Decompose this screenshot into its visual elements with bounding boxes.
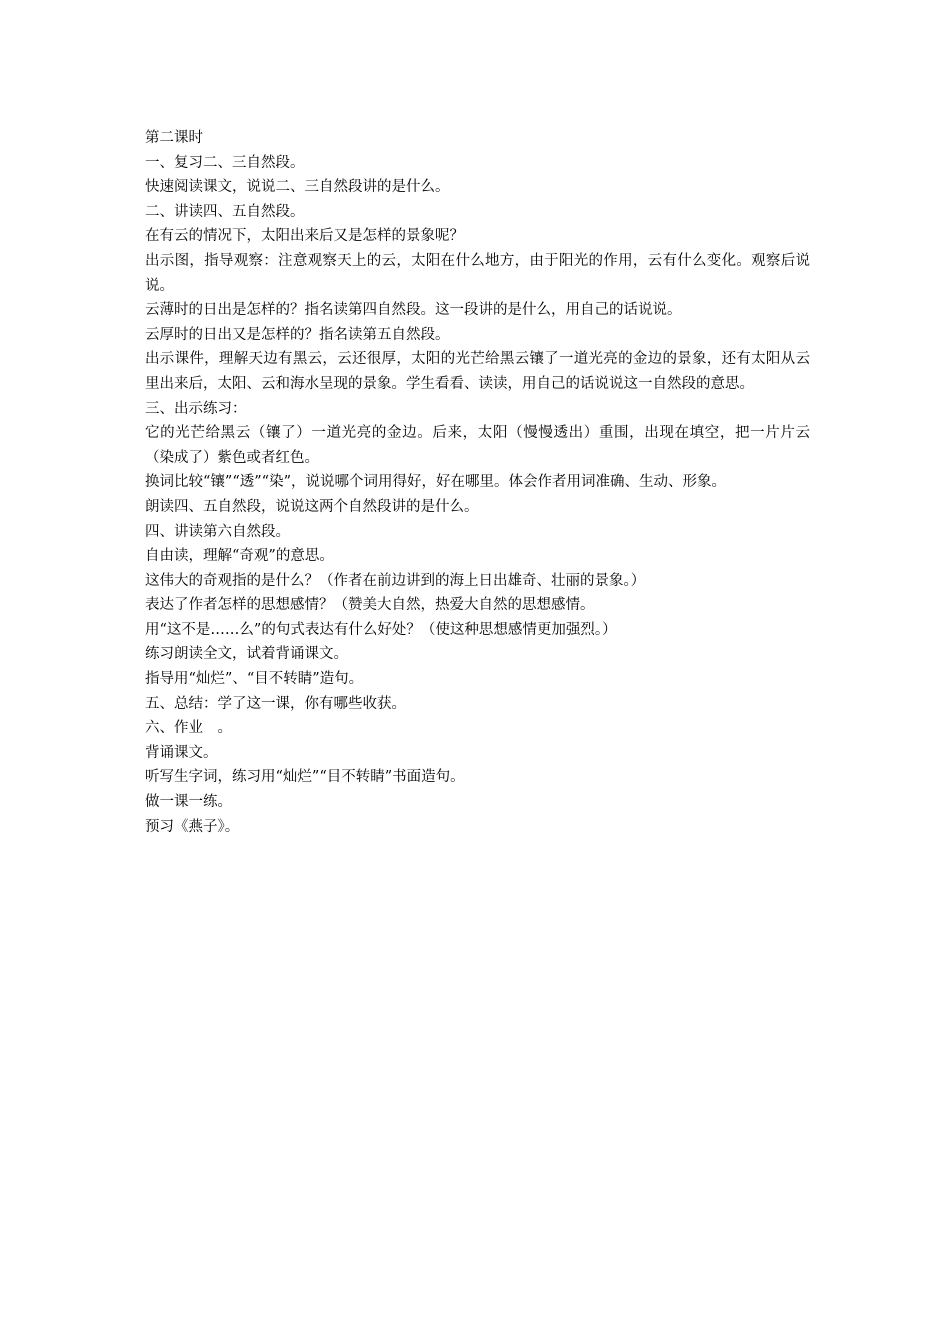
- paragraph: 这伟大的奇观指的是什么？（作者在前边讲到的海上日出雄奇、壮丽的景象。）: [145, 572, 646, 589]
- paragraph: 练习朗读全文，试着背诵课文。: [145, 646, 348, 663]
- paragraph: 表达了作者怎样的思想感情？（赞美大自然，热爱大自然的思想感情。: [145, 597, 595, 614]
- paragraph: 云厚时的日出又是怎样的？指名读第五自然段。: [145, 326, 450, 343]
- document-body: [145, 126, 810, 839]
- paragraph: 用“这不是……么”的句式表达有什么好处？（使这种思想感情更加强烈。）: [145, 621, 617, 638]
- paragraph: 换词比较“镶”“透”“染”，说说哪个词用得好，好在哪里。体会作者用词准确、生动、形象。: [145, 474, 726, 491]
- paragraph: 快速阅读课文，说说二、三自然段讲的是什么。: [145, 179, 450, 196]
- paragraph: 云薄时的日出是怎样的？指名读第四自然段。这一段讲的是什么，用自己的话说说。: [145, 302, 682, 319]
- paragraph: 出示课件，理解天边有黑云，云还很厚，太阳的光芒给黑云镶了一道光亮的金边的景象，还有太阳从云里出来后，太阳、云和海水呈现的景象。学生看看、读读，用自己的话说说这一自然段的意思。: [145, 351, 810, 392]
- homework-item: 背诵课文。: [145, 744, 218, 761]
- paragraph: 自由读，理解“奇观”的意思。: [145, 548, 334, 565]
- section-6-heading: 六、作业 。: [145, 720, 232, 737]
- paragraph: 朗读四、五自然段，说说这两个自然段讲的是什么。: [145, 498, 479, 515]
- section-3-heading: 三、出示练习：: [145, 400, 247, 417]
- paragraph: 在有云的情况下，太阳出来后又是怎样的景象呢？: [145, 228, 464, 245]
- section-5-heading: 五、总结：学了这一课，你有哪些收获。: [145, 695, 406, 712]
- homework-item: 预习《燕子》。: [145, 818, 240, 835]
- section-4-heading: 四、讲读第六自然段。: [145, 523, 290, 540]
- paragraph: 指导用“灿烂”、“目不转睛”造句。: [145, 671, 364, 688]
- lesson-heading: 第二课时: [145, 130, 203, 146]
- section-2-heading: 二、讲读四、五自然段。: [145, 203, 305, 220]
- paragraph: 它的光芒给黑云（镶了）一道光亮的金边。后来，太阳（慢慢透出）重围，出现在填空，把一片片云（染成了）紫色或者红色。: [145, 425, 810, 466]
- homework-item: 听写生字词，练习用“灿烂”“目不转睛”书面造句。: [145, 769, 465, 786]
- homework-item: 做一课一练。: [145, 794, 232, 811]
- section-1-heading: 一、复习二、三自然段。: [145, 154, 305, 171]
- paragraph: 出示图，指导观察：注意观察天上的云，太阳在什么地方，由于阳光的作用，云有什么变化。观察后说说。: [145, 252, 810, 294]
